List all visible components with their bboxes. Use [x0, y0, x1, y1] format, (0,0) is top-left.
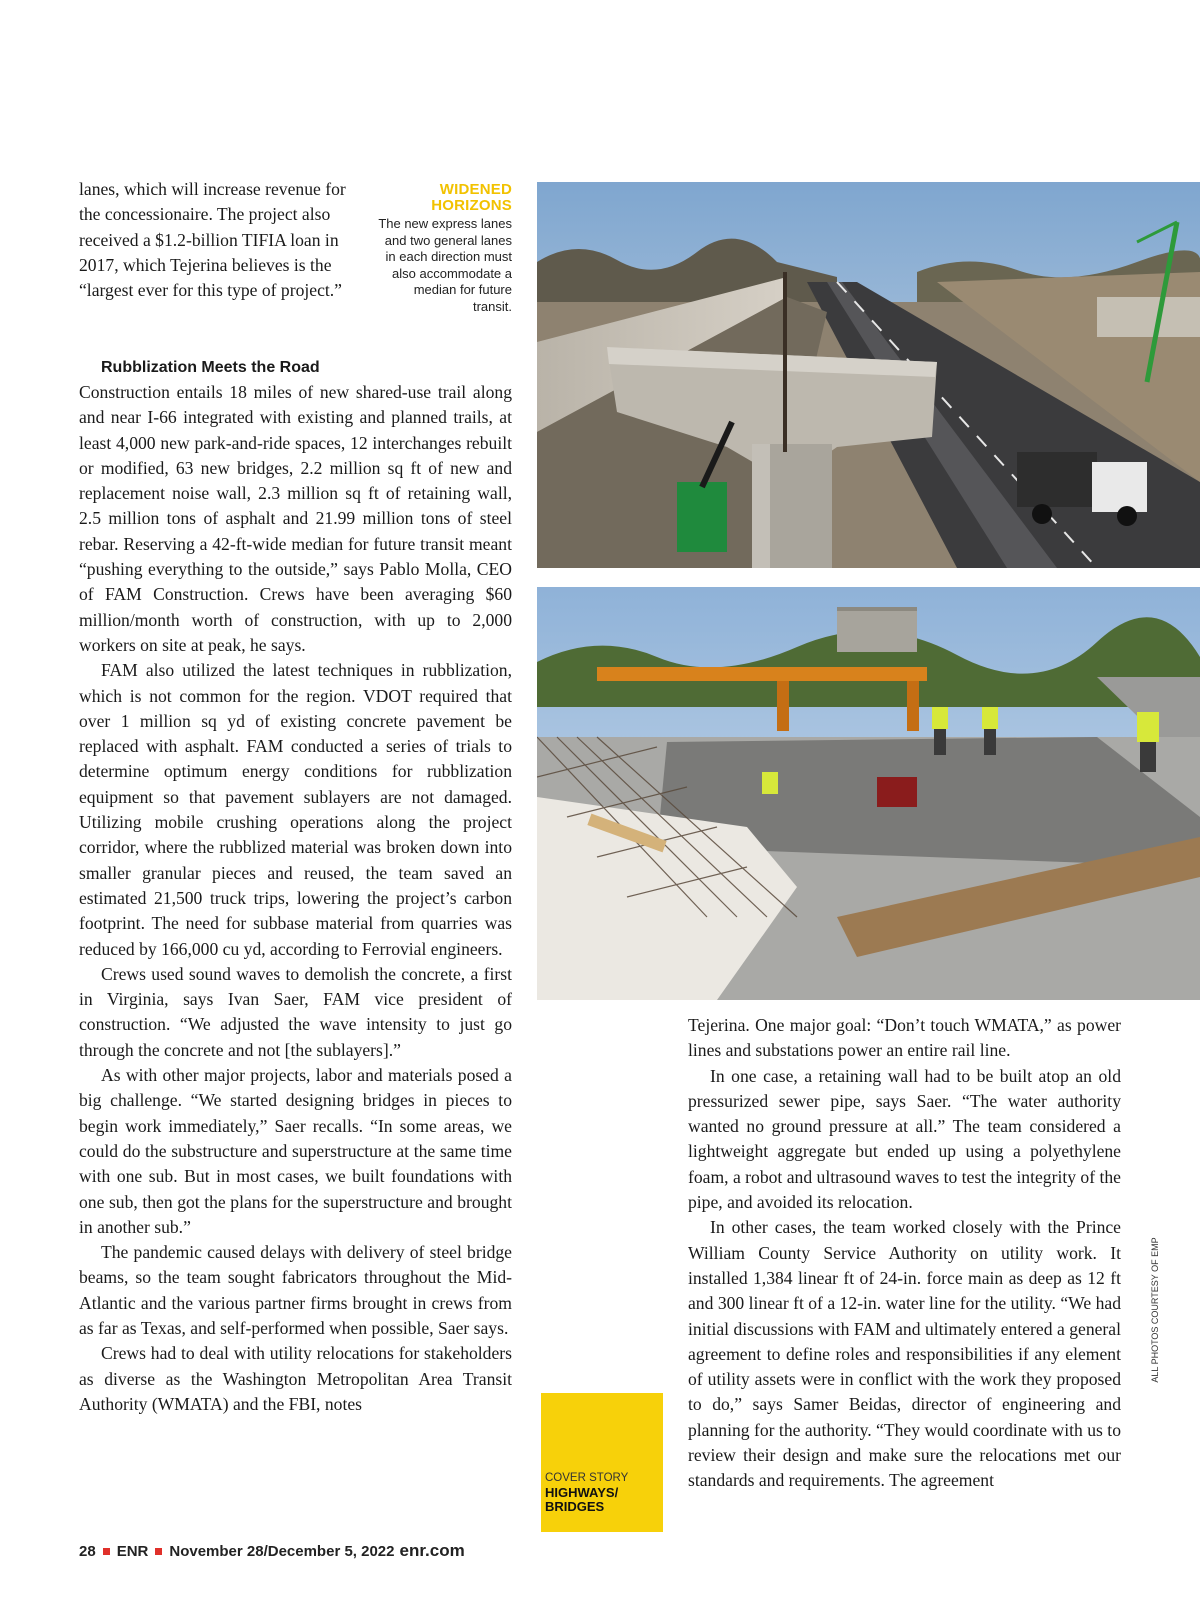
magazine-name: ENR [116, 1543, 149, 1560]
article-paragraph: In one case, a retaining wall had to be built atop an old pressurized sewer pipe, says Saer. “The water authority wanted no ground pressure at all.” The team considered a lightweight aggregate but ended up using a polyethylene foam, a robot and ultrasound waves to test the integrity of the pipe, and avoided its relocation. [688, 1065, 1121, 1213]
article-paragraph: Crews had to deal with utility relocations for stakeholders as diverse as the Washington Metropolitan Area Transit Authority (WMATA) and the FBI, notes [79, 1343, 512, 1414]
caption-body: The new express lanes and two general lanes in each direction must also accommodate a median for future transit. [378, 216, 512, 314]
photo-bridge-deck-construction [537, 587, 1200, 1000]
separator-square-icon [155, 1548, 162, 1555]
article-paragraph: Construction entails 18 miles of new shared-use trail along and near I-66 integrated with existing and planned trails, at least 4,000 new park-and-ride spaces, 12 interchanges rebuilt or modified, 63 new bridges, 2.2 million sq ft of new and replacement noise wall, 2.3 million sq ft of retaining wall, 2.5 million tons of asphalt and 21.99 million tons of steel rebar. Reserving a 42-ft-wide median for future transit meant “pushing everything to the outside,” says Pablo Molla, CEO of FAM Construction. Crews have been averaging $60 million/month worth of construction, with up to 2,000 workers on site at peak, he says. [79, 382, 512, 655]
section-subhead: Rubblization Meets the Road [101, 359, 320, 376]
intro-paragraph: lanes, which will increase revenue for the concessionaire. The project also received a $1.2-billion TIFIA loan in 2017, which Tejerina believes is the “largest ever for this type of project.” [79, 179, 346, 301]
article-paragraph: Crews used sound waves to demolish the concrete, a first in Virginia, says Ivan Saer, FAM vice president of construction. “We adjusted the wave intensity to just go through the concrete and not [the sublayers].” [79, 963, 512, 1060]
separator-square-icon [103, 1548, 110, 1555]
issue-date: November 28/December 5, 2022 [169, 1543, 395, 1560]
page-footer [79, 1541, 465, 1561]
caption-headline: WIDENED HORIZONS [431, 181, 512, 214]
photo-credit: ALL PHOTOS COURTESY OF EMP [1150, 1237, 1160, 1383]
section-tag-block [541, 1393, 663, 1532]
article-paragraph: FAM also utilized the latest techniques in rubblization, which is not common for the region. VDOT required that over 1 million sq yd of existing concrete pavement be replaced with asphalt. FAM conducted a series of trials to determine optimum energy conditions for rubblization equipment so that pavement sublayers are not damaged. Utilizing mobile crushing operations along the project corridor, where the rubblized material was broken down into smaller granular pieces and reused, the team saved an estimated 21,500 truck trips, lowering the project’s carbon footprint. The need for subbase material from quarries was reduced by 166,000 cu yd, according to Ferrovial engineers. [79, 660, 512, 959]
photo-highway-bridge-pier [537, 182, 1200, 568]
left-article-column [79, 356, 512, 1417]
photo-caption [372, 182, 512, 315]
page-number: 28 [79, 1543, 96, 1560]
website-link[interactable]: enr.com [399, 1541, 465, 1560]
section-label: COVER STORY [545, 1472, 629, 1484]
article-paragraph: The pandemic caused delays with delivery of steel bridge beams, so the team sought fabricators throughout the Mid-Atlantic and the various partner firms brought in crews from as far as Texas, and self-performed when possible, Saer says. [79, 1242, 512, 1338]
intro-text-column [79, 177, 355, 303]
article-paragraph: In other cases, the team worked closely with the Prince William County Service Authority on utility work. It installed 1,384 linear ft of 24-in. force main as deep as 12 ft and 300 linear ft of a 12-in. water line for the utility. “We had initial discussions with FAM and ultimately entered a general agreement to define roles and responsibilities if any element of utility assets were in conflict with the work they proposed to do,” says Samer Beidas, director of engineering and planning for the authority. “They would coordinate with us to review their design and make sure the relocations met our standards and requirements. The agreement [688, 1217, 1121, 1491]
article-paragraph: As with other major projects, labor and materials posed a big challenge. “We started designing bridges in pieces to begin work immediately,” Saer recalls. “In some areas, we could do the substructure and superstructure at the same time with one sub. But in most cases, we built foundations with one sub, then got the plans for the superstructure and brought in another sub.” [79, 1065, 512, 1237]
section-name: HIGHWAYS/ BRIDGES [545, 1485, 619, 1514]
article-paragraph: Tejerina. One major goal: “Don’t touch WMATA,” as power lines and substations power an entire rail line. [688, 1015, 1121, 1061]
right-article-column [688, 1013, 1121, 1494]
